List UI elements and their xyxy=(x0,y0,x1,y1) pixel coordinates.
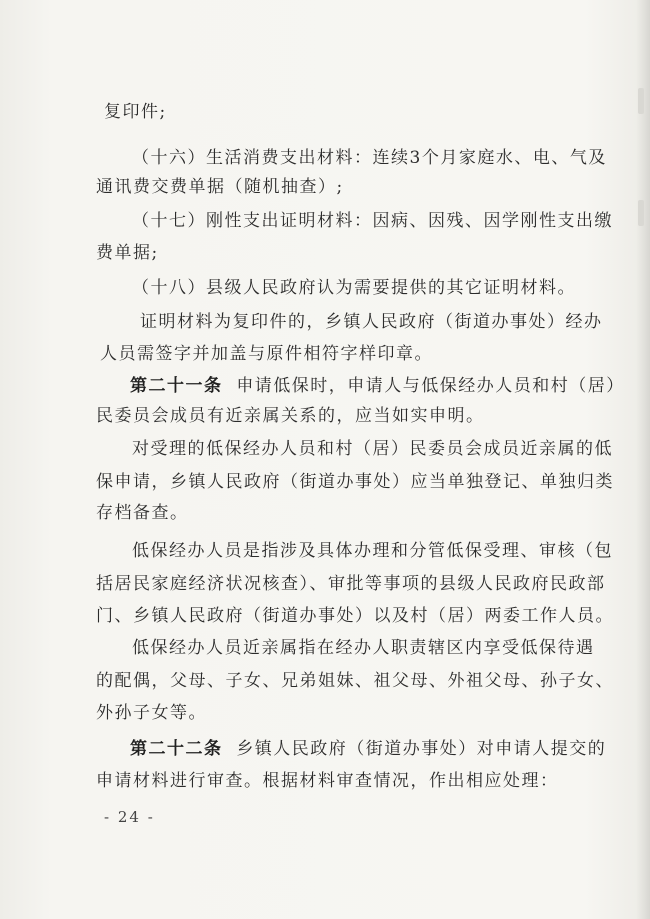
binding-edge xyxy=(636,0,650,919)
text-line: 门、乡镇人民政府（街道办事处）以及村（居）两委工作人员。 xyxy=(96,606,614,626)
text-line: 复印件; xyxy=(104,102,167,122)
text-line: （十八）县级人民政府认为需要提供的其它证明材料。 xyxy=(132,278,576,298)
text-line: 申请材料进行审查。根据材料审查情况，作出相应处理： xyxy=(96,771,559,791)
text-line: 低保经办人员近亲属指在经办人职责辖区内享受低保待遇 xyxy=(132,638,595,658)
page-number: - 24 - xyxy=(104,808,155,826)
text-line: 民委员会成员有近亲属关系的，应当如实申明。 xyxy=(96,406,485,426)
text-line: （十七）刚性支出证明材料：因病、因残、因学刚性支出缴 xyxy=(132,211,613,231)
text-line: 对受理的低保经办人员和村（居）民委员会成员近亲属的低 xyxy=(132,439,613,459)
text-line: 存档备查。 xyxy=(96,503,189,523)
text-line: 费单据; xyxy=(96,243,159,263)
text-line: 通讯费交费单据（随机抽查）; xyxy=(96,177,344,197)
text-line: 保申请，乡镇人民政府（街道办事处）应当单独登记、单独归类 xyxy=(96,472,614,492)
text-line: 括居民家庭经济状况核查）、审批等事项的县级人民政府民政部 xyxy=(96,574,606,594)
text-line: 的配偶，父母、子女、兄弟姐妹、祖父母、外祖父母、孙子女、 xyxy=(96,671,614,691)
article-21-line xyxy=(130,375,625,397)
text-line: 低保经办人员是指涉及具体办理和分管低保受理、审核（包 xyxy=(132,541,613,561)
staple-mark xyxy=(638,88,644,114)
article-21-heading: 第二十一条 xyxy=(130,376,223,396)
text-line: （十六）生活消费支出材料：连续3个月家庭水、电、气及 xyxy=(132,148,607,168)
staple-mark xyxy=(638,200,644,226)
text-line: 证明材料为复印件的，乡镇人民政府（街道办事处）经办 xyxy=(140,312,603,332)
text-line: 人员需签字并加盖与原件相符字样印章。 xyxy=(100,344,433,364)
article-22-heading: 第二十二条 xyxy=(130,739,223,759)
article-22-line xyxy=(130,738,606,760)
article-21-text: 申请低保时，申请人与低保经办人员和村（居） xyxy=(236,376,625,396)
article-22-text: 乡镇人民政府（街道办事处）对申请人提交的 xyxy=(236,739,607,759)
text-line: 外孙子女等。 xyxy=(96,703,207,723)
